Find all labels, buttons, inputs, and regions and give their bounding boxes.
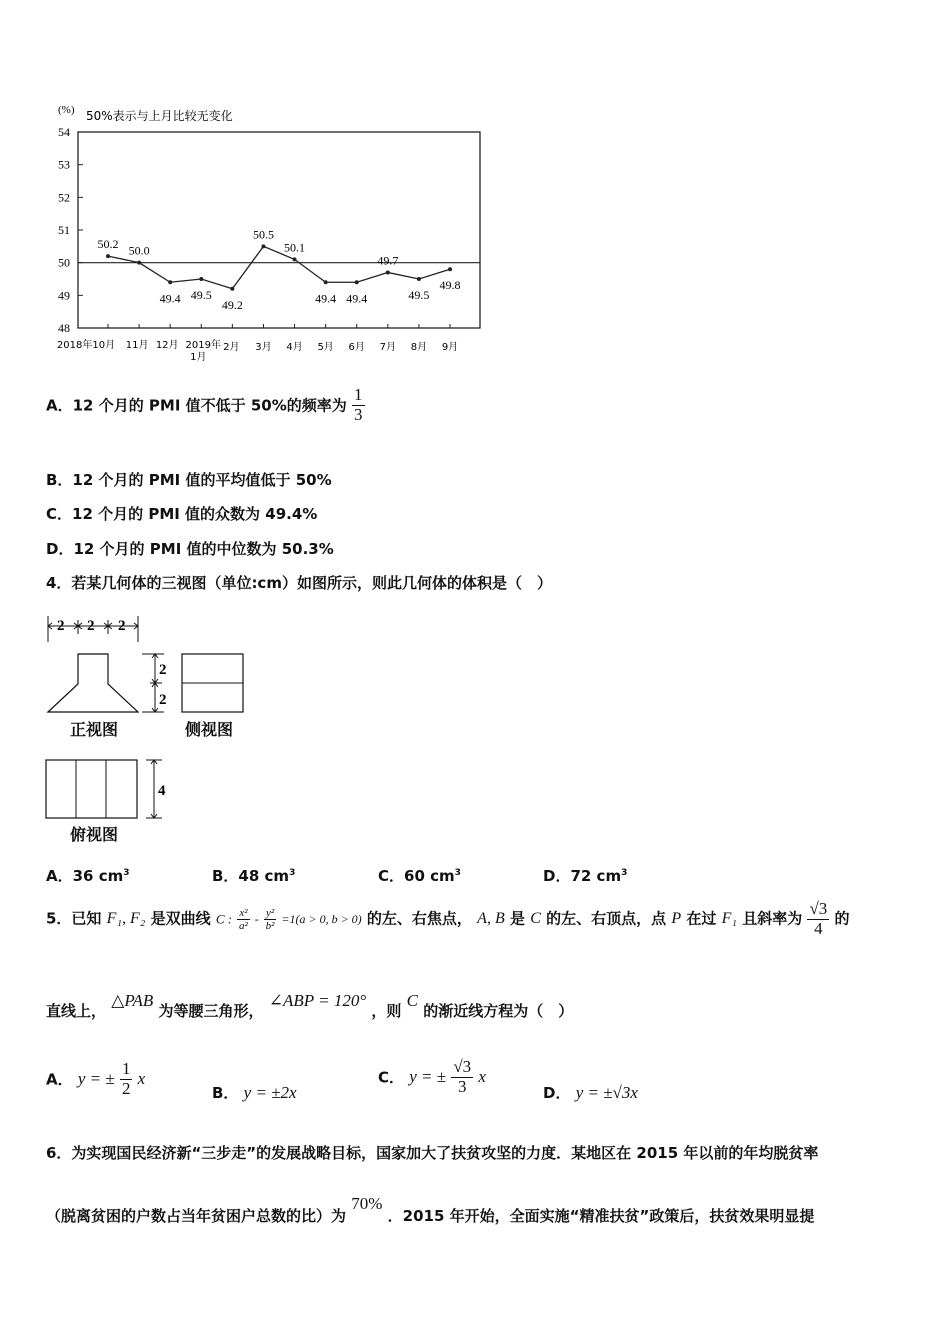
data-label: 50.1 (284, 240, 306, 255)
x-tick-label: 2018年10月 (56, 340, 116, 351)
data-label: 50.2 (97, 237, 119, 252)
dim-top-3: 2 (118, 618, 126, 634)
q4-option-b-text: B．48 cm (212, 867, 290, 885)
q3-option-c[interactable]: C．12 个月的 PMI 值的众数为 49.4% (46, 505, 318, 523)
data-point (137, 261, 141, 265)
q5-option-c-label: C． (378, 1068, 405, 1087)
dim-top-1: 2 (57, 618, 65, 634)
x-tick-label: 2019年 (185, 340, 221, 351)
data-label: 49.4 (315, 291, 337, 306)
data-point (293, 257, 297, 261)
q3-option-a[interactable] (46, 386, 365, 424)
data-point (324, 280, 328, 284)
q6-line1: 6．为实现国民经济新“三步走”的发展战略目标，国家加大了扶贫攻坚的力度．某地区在 2015 年以前的年均脱贫率 (46, 1144, 819, 1162)
q5-c1: C (530, 910, 541, 928)
q5-option-d-label: D． (543, 1084, 571, 1102)
q5-line2a: 直线上， (46, 1002, 107, 1020)
pmi-line-chart (40, 96, 510, 371)
q3-option-a-fraction (352, 386, 365, 424)
x-tick-label: 3月 (255, 342, 272, 353)
data-point (168, 280, 172, 284)
q4-option-d[interactable] (543, 865, 627, 886)
x-tick-label: 12月 (155, 340, 179, 351)
x-tick-label: 4月 (286, 342, 303, 353)
q5-slope-num: √3 (809, 899, 828, 918)
data-label: 49.5 (190, 288, 212, 302)
q5-p2: 是双曲线 (150, 909, 211, 928)
y-tick-label: 53 (58, 157, 70, 172)
q5-p3: 的左、右焦点， (366, 909, 472, 928)
q5-line2c: ，则 (371, 1002, 402, 1020)
x-tick-label: 2月 (223, 342, 240, 353)
data-point (386, 270, 390, 274)
data-label: 49.4 (159, 291, 181, 306)
q3-option-b[interactable]: B．12 个月的 PMI 值的平均值低于 50% (46, 471, 332, 489)
q5-option-b[interactable] (212, 1082, 297, 1103)
q5-eq-rest: =1(a > 0, b > 0) (281, 912, 362, 927)
data-label: 49.8 (439, 278, 461, 293)
x-tick-label: 5月 (317, 342, 334, 353)
q4-option-a-text: A．36 cm (46, 867, 124, 885)
q5-line1 (46, 900, 850, 938)
q5-option-a-num: 1 (121, 1059, 131, 1078)
chart-plot (57, 125, 480, 363)
chart-unit-label: (%) (58, 104, 75, 116)
top-view-label: 俯视图 (70, 825, 119, 844)
q5-triangle: △PAB (111, 991, 154, 1010)
q5-f12: F₁, F₂ (106, 910, 146, 928)
q5-p6: 在过 (686, 909, 717, 928)
q5-option-d-eq: y = ±√3x (575, 1083, 638, 1102)
q5-y2: y² (265, 906, 275, 919)
y-tick-label: 49 (58, 288, 70, 303)
q4-option-b[interactable] (212, 865, 295, 886)
x-tick-label: 9月 (441, 342, 459, 353)
q4-option-a[interactable] (46, 865, 130, 886)
q5-slope-fraction (807, 900, 829, 938)
y-tick-label: 52 (58, 190, 70, 205)
q5-p8: 的 (834, 909, 850, 928)
dim-side-1: 2 (159, 662, 167, 678)
q5-p5: 的左、右顶点，点 (546, 909, 667, 928)
q5-p4: 是 (509, 909, 525, 928)
q5-a2: a² (239, 919, 248, 932)
q5-option-c-x: x (478, 1067, 486, 1087)
q5-pp: P (671, 910, 682, 928)
pmi-series-line (108, 243, 450, 288)
front-view-shape (48, 654, 138, 712)
q3-option-a-num: 1 (354, 385, 363, 404)
y-tick-label: 48 (58, 321, 70, 335)
data-label: 49.4 (346, 291, 368, 306)
q5-ab: A, B (477, 910, 505, 928)
x-tick-label: 8月 (410, 342, 428, 353)
q5-option-a-label: A． (46, 1070, 73, 1089)
q5-option-a-den: 2 (121, 1078, 131, 1098)
x-tick-label: 6月 (348, 342, 365, 353)
chart-note: 50%表示与上月比较无变化 (86, 109, 233, 123)
q6-line2 (46, 1194, 815, 1226)
data-label: 50.5 (252, 227, 274, 242)
q5-option-c-fraction (451, 1058, 473, 1096)
side-view-label: 侧视图 (185, 720, 234, 739)
q5-eq-c: C : (215, 911, 233, 927)
data-point (417, 277, 421, 281)
data-point (448, 267, 452, 271)
q3-option-a-den: 3 (354, 404, 363, 424)
q4-option-c[interactable] (378, 865, 461, 886)
top-view-shape (46, 760, 137, 818)
data-point (230, 287, 234, 291)
q4-stem: 4．若某几何体的三视图（单位:cm）如图所示，则此几何体的体积是（ ） (46, 574, 552, 592)
q4-option-d-text: D．72 cm (543, 867, 622, 885)
data-point (106, 254, 110, 258)
data-label: 50.0 (128, 243, 150, 258)
q5-option-a-pre: y = ± (77, 1069, 115, 1089)
dim-side-2: 2 (159, 692, 167, 708)
q5-f1: F₁ (721, 910, 737, 928)
q5-option-c-den: 3 (458, 1076, 467, 1096)
q5-c2: C (406, 991, 418, 1010)
front-view-label: 正视图 (70, 720, 119, 739)
data-label: 49.5 (408, 288, 430, 302)
q5-option-a[interactable] (46, 1060, 145, 1098)
q4-option-c-sup: 3 (454, 868, 461, 878)
q5-option-b-label: B． (212, 1084, 239, 1102)
q4-option-a-sup: 3 (123, 868, 130, 878)
q3-option-d[interactable]: D．12 个月的 PMI 值的中位数为 50.3% (46, 540, 334, 558)
x-tick-label: 1月 (190, 352, 207, 363)
q5-angle: ∠ABP = 120° (268, 991, 367, 1010)
q5-p1: 5．已知 (46, 909, 102, 928)
q5-option-c-pre: y = ± (409, 1067, 447, 1087)
q6-line2b: ．2015 年开始，全面实施“精准扶贫”政策后，扶贫效果明显提 (387, 1207, 815, 1225)
dim-top-2: 2 (87, 618, 95, 634)
q5-option-c-num: √3 (453, 1057, 472, 1076)
q5-option-c[interactable] (378, 1058, 486, 1096)
q5-slope-den: 4 (814, 918, 823, 938)
q5-option-d[interactable] (543, 1082, 638, 1103)
y-tick-label: 50 (58, 255, 70, 270)
data-label: 49.7 (377, 253, 399, 268)
dim-bottom-label: 4 (158, 783, 166, 799)
q5-option-a-x: x (137, 1069, 146, 1089)
q5-line2d: 的渐近线方程为（ ） (423, 1002, 574, 1020)
q5-b2: b² (265, 919, 275, 932)
q5-minus: - (254, 912, 259, 927)
q5-frac-x (237, 907, 249, 932)
q6-percent: 70% (351, 1194, 383, 1213)
x-tick-label: 7月 (379, 342, 397, 353)
data-point (355, 280, 359, 284)
q6-line2a: （脱离贫困的户数占当年贫困户总数的比）为 (46, 1207, 347, 1225)
q5-line2 (46, 991, 574, 1021)
q5-frac-y (264, 907, 276, 932)
q5-option-b-eq: y = ±2x (243, 1083, 297, 1102)
data-point (261, 244, 265, 248)
q4-option-b-sup: 3 (289, 868, 296, 878)
q5-line2b: 为等腰三角形， (158, 1002, 264, 1020)
y-tick-label: 51 (58, 223, 70, 237)
q4-option-c-text: C．60 cm (378, 867, 455, 885)
data-point (199, 277, 203, 281)
q3-option-a-text: A．12 个月的 PMI 值不低于 50%的频率为 (46, 396, 347, 415)
q4-option-d-sup: 3 (621, 868, 628, 878)
x-tick-label: 11月 (125, 340, 149, 351)
y-tick-label: 54 (58, 125, 70, 139)
q5-option-a-fraction (120, 1060, 133, 1098)
data-label: 49.2 (221, 297, 243, 312)
q5-x2: x² (239, 906, 248, 919)
q5-p7: 且斜率为 (742, 909, 803, 928)
